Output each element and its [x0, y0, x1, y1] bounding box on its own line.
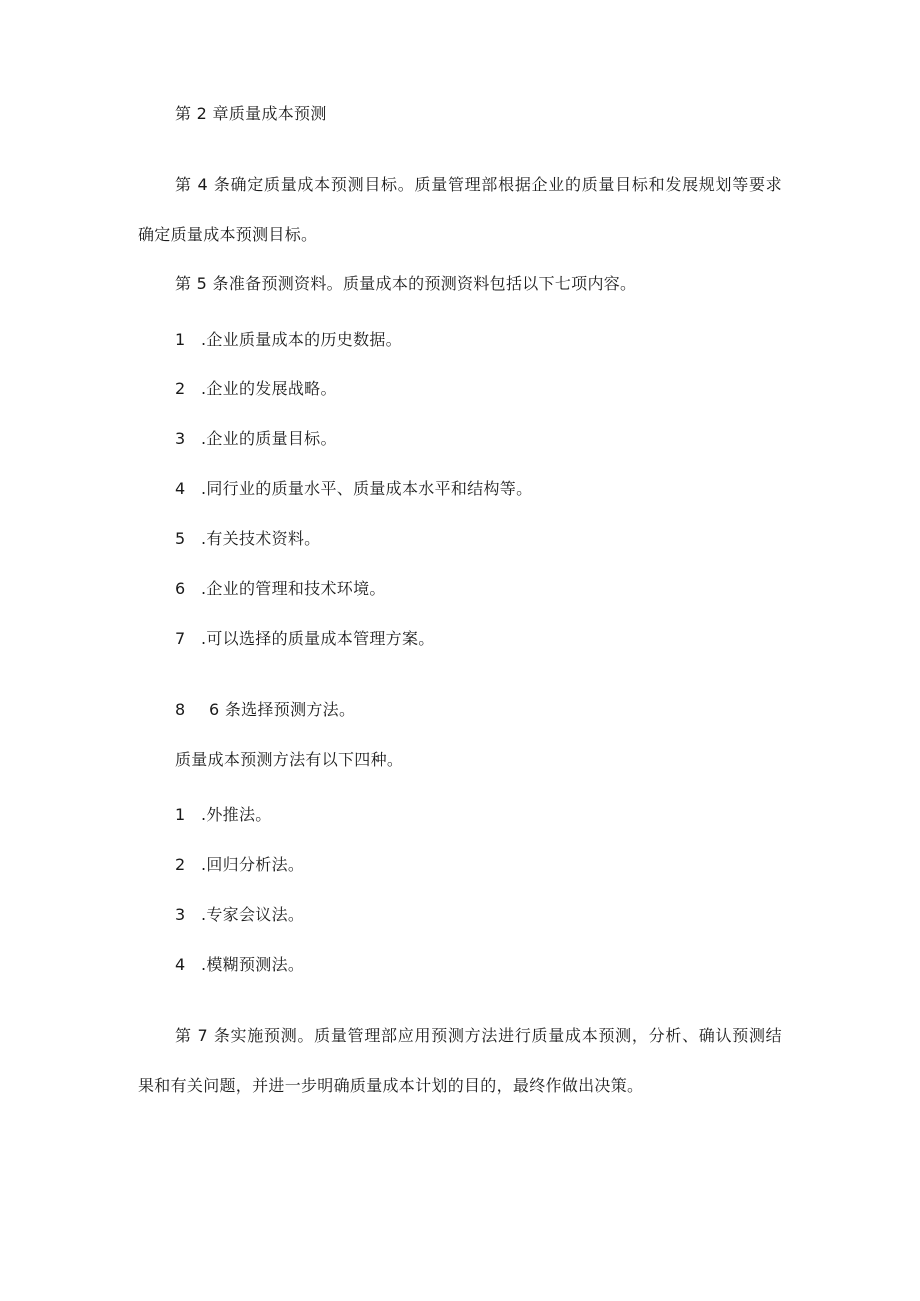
article-6-item-2 [175, 855, 304, 875]
item-number: 7 [175, 629, 186, 648]
article-5-item-1 [175, 330, 402, 350]
item-text: .企业的管理和技术环境。 [201, 579, 386, 598]
article-7-line-1: 第 7 条实施预测。质量管理部应用预测方法进行质量成本预测，分析、确认预测结 [175, 1026, 782, 1045]
item-text: .专家会议法。 [201, 905, 305, 924]
item-text: .企业的质量目标。 [201, 429, 337, 448]
article-6-number: 8 [175, 700, 186, 719]
chapter-heading: 第 2 章质量成本预测 [175, 104, 327, 123]
article-5-item-5 [175, 529, 321, 549]
item-number: 1 [175, 330, 186, 349]
article-6-title: 6 条选择预测方法。 [209, 700, 356, 719]
item-number: 2 [175, 379, 186, 398]
item-number: 2 [175, 855, 186, 874]
article-5-item-7 [175, 629, 435, 649]
item-text: .企业的发展战略。 [201, 379, 337, 398]
article-7-line-2: 果和有关问题，并进一步明确质量成本计划的目的，最终作做出决策。 [138, 1076, 644, 1095]
article-6-item-3 [175, 905, 304, 925]
item-number: 5 [175, 529, 186, 548]
item-number: 1 [175, 805, 186, 824]
article-5-item-6 [175, 579, 386, 599]
article-6-item-1 [175, 805, 272, 825]
item-number: 3 [175, 905, 186, 924]
item-number: 6 [175, 579, 186, 598]
item-number: 4 [175, 479, 186, 498]
article-5-item-4 [175, 479, 532, 499]
article-6-item-4 [175, 955, 304, 975]
article-5-heading: 第 5 条准备预测资料。质量成本的预测资料包括以下七项内容。 [175, 274, 637, 293]
item-number: 4 [175, 955, 186, 974]
item-text: .企业质量成本的历史数据。 [201, 330, 402, 349]
article-6-intro: 质量成本预测方法有以下四种。 [175, 750, 404, 769]
item-text: .外推法。 [201, 805, 272, 824]
item-text: .可以选择的质量成本管理方案。 [201, 629, 435, 648]
item-text: .模糊预测法。 [201, 955, 305, 974]
article-4-line-1: 第 4 条确定质量成本预测目标。质量管理部根据企业的质量目标和发展规划等要求 [175, 175, 782, 194]
item-text: .有关技术资料。 [201, 529, 321, 548]
article-4-line-2: 确定质量成本预测目标。 [138, 225, 318, 244]
item-text: .回归分析法。 [201, 855, 305, 874]
article-5-item-2 [175, 379, 337, 399]
article-6-heading [175, 700, 355, 720]
item-text: .同行业的质量水平、质量成本水平和结构等。 [201, 479, 533, 498]
article-5-item-3 [175, 429, 337, 449]
item-number: 3 [175, 429, 186, 448]
